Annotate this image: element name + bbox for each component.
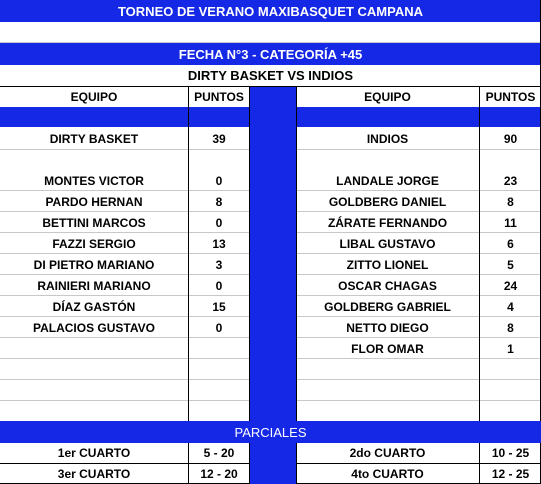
round-category-title: FECHA N°3 - CATEGORÍA +45 [0,43,541,65]
left-points-column-header: PUNTOS [194,90,244,104]
left-player-points: 0 [215,278,223,293]
left-player-name: DÍAZ GASTÓN [52,299,136,314]
left-player-name: MONTES VICTOR [44,173,144,188]
left-player-points: 8 [215,194,223,209]
left-player-points: 15 [212,299,226,314]
left-player-name: BETTINI MARCOS [42,215,146,230]
left-player-name: PARDO HERNAN [45,194,143,209]
right-player-name: LANDALE JORGE [336,173,439,188]
partial-score-right: 10 - 25 [491,446,530,460]
left-player-name: FAZZI SERGIO [52,236,136,251]
right-player-name: FLOR OMAR [351,341,424,356]
right-player-points: 11 [504,215,517,230]
right-player-points: 4 [507,299,514,314]
right-player-name: ZITTO LIONEL [346,257,429,272]
left-player-name: RAINIERI MARIANO [37,278,151,293]
left-player-name: DI PIETRO MARIANO [33,257,155,272]
right-player-points: 23 [503,173,518,188]
right-player-name: NETTO DIEGO [346,320,429,335]
partial-label-left: 3er CUARTO [57,467,131,481]
left-team-name: DIRTY BASKET [49,131,139,146]
matchup-title: DIRTY BASKET VS INDIOS [187,68,354,83]
right-player-name: GOLDBERG DANIEL [328,194,447,209]
partial-score-right: 12 - 25 [491,467,530,481]
left-player-points: 0 [215,173,223,188]
right-player-points: 6 [507,236,514,251]
right-player-points: 8 [507,194,514,209]
left-player-points: 0 [215,215,223,230]
right-points-column-header: PUNTOS [485,90,536,104]
left-player-points: 0 [215,320,223,335]
right-player-name: OSCAR CHAGAS [338,278,437,293]
left-player-points: 13 [212,236,226,251]
right-player-points: 24 [503,278,518,293]
partial-score-left: 5 - 20 [203,446,235,460]
right-player-points: 8 [507,320,514,335]
right-player-name: GOLDBERG GABRIEL [324,299,451,314]
partials-title: PARCIALES [0,421,541,443]
right-player-name: LIBAL GUSTAVO [339,236,436,251]
right-team-score: 90 [503,131,518,146]
right-team-name: INDIOS [366,131,409,146]
left-player-name: PALACIOS GUSTAVO [32,320,155,335]
right-player-points: 5 [507,257,514,272]
right-player-points: 1 [507,341,514,356]
center-divider [250,87,296,421]
partial-score-left: 12 - 20 [200,467,238,481]
left-player-points: 3 [215,257,223,272]
partial-label-left: 1er CUARTO [57,446,131,460]
right-player-name: ZÁRATE FERNANDO [327,215,448,230]
right-team-column-header: EQUIPO [364,90,411,104]
partial-label-right: 2do CUARTO [349,446,426,460]
left-team-column-header: EQUIPO [70,90,118,104]
tournament-title: TORNEO DE VERANO MAXIBASQUET CAMPANA [0,0,541,22]
left-team-score: 39 [212,131,226,146]
partial-label-right: 4to CUARTO [351,467,424,481]
